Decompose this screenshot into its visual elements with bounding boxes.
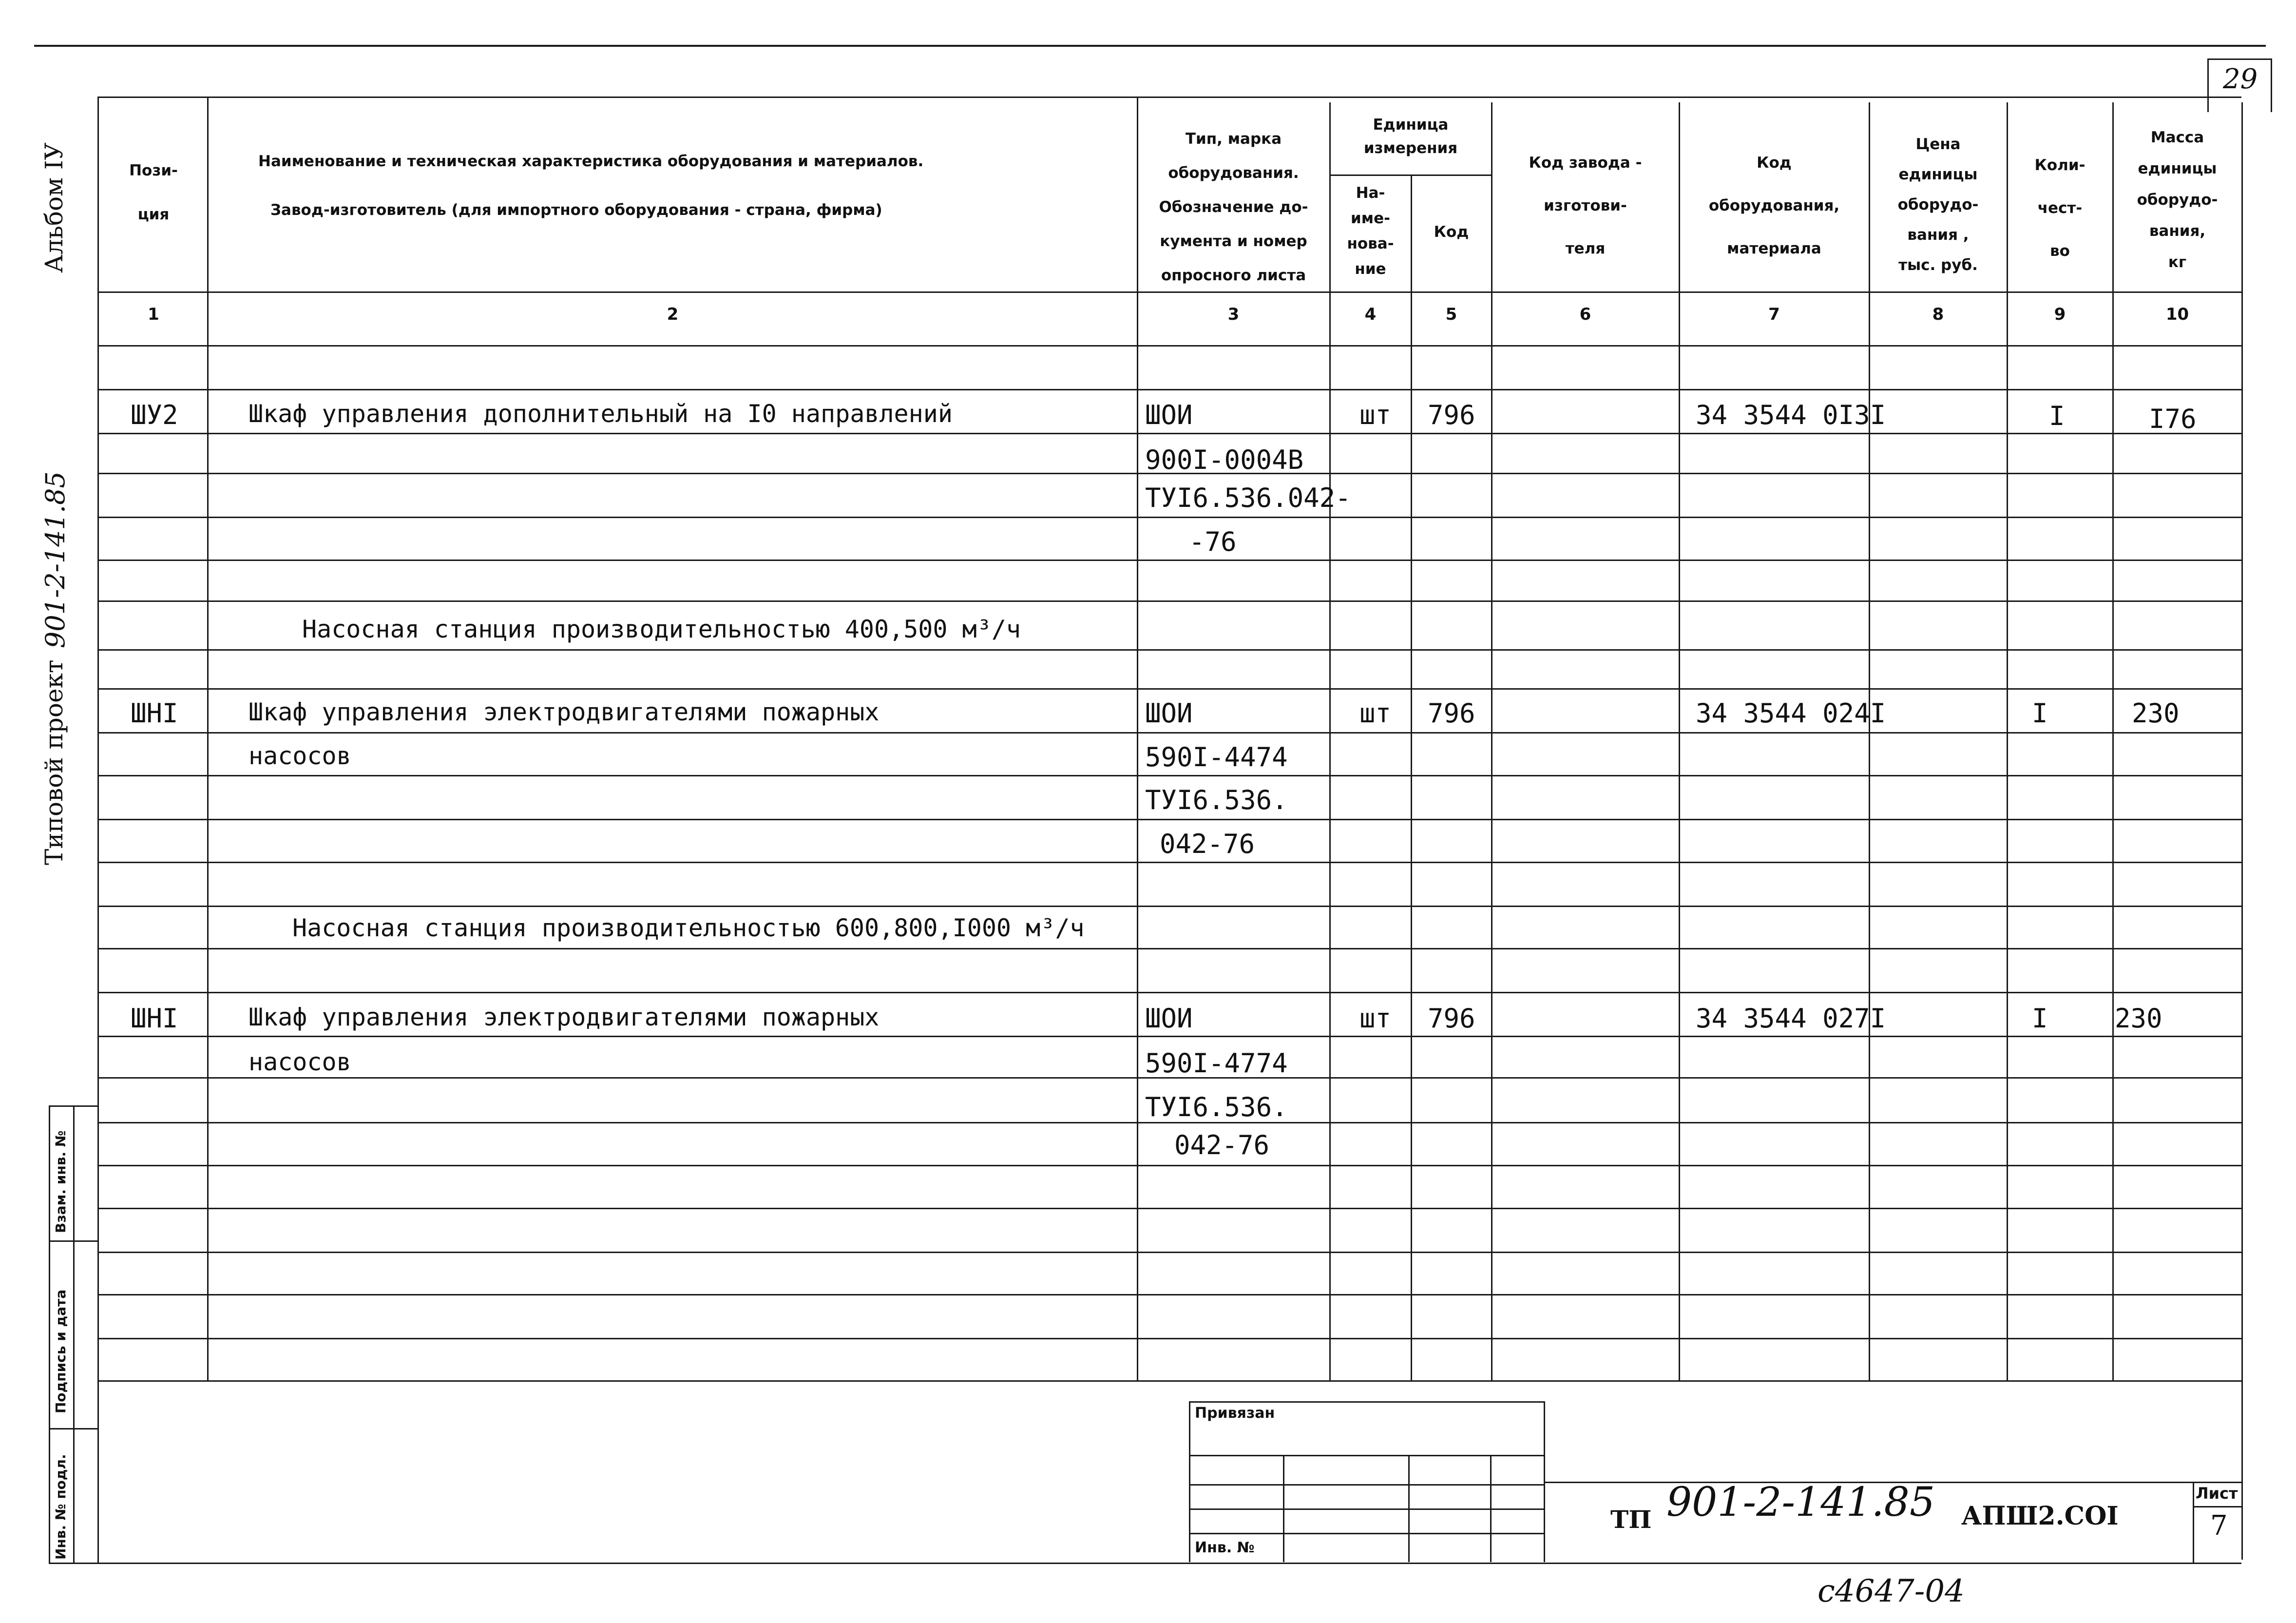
row2-type-line2: 590I-4474	[1145, 742, 1288, 773]
document-code: АПШ2.СОI	[1961, 1501, 2119, 1531]
col-number-7: 7	[1768, 305, 1780, 324]
col-div-1	[207, 97, 209, 1381]
sheet-number: 29	[2223, 63, 2258, 95]
row1-unit: шт	[1359, 400, 1392, 430]
row-line	[97, 732, 2241, 734]
unit-group-divider	[1329, 174, 1491, 176]
row-line	[97, 862, 2241, 863]
side-project-label: Типовой проект	[40, 659, 68, 865]
col-div-8	[2007, 102, 2008, 1382]
header-quantity: Коли- чест- во	[2034, 156, 2086, 260]
bound-box-col3	[1490, 1455, 1492, 1562]
designation-handwritten: 901-2-141.85	[1666, 1479, 1935, 1526]
row1-type-line4: -76	[1189, 526, 1237, 557]
row-line	[97, 649, 2241, 651]
row2-name-line2: насосов	[249, 742, 351, 770]
bound-box-left	[1189, 1401, 1190, 1562]
col-number-8: 8	[1932, 305, 1944, 324]
sheet-value: 7	[2210, 1510, 2228, 1542]
side-album: Альбом IУ	[40, 142, 68, 273]
header-unit-name: На- име- нова- ние	[1347, 184, 1394, 278]
header-type: Тип, марка оборудования. Обозначение до- кумента и номер опросного листа	[1159, 130, 1308, 284]
stamp-label-replace-inv: Взам. инв. №	[53, 1130, 69, 1233]
row3-mass: 230	[2115, 1003, 2162, 1034]
sheet-number-box-top	[2207, 58, 2271, 60]
bottom-handwritten-code: с4647-04	[1818, 1573, 1965, 1609]
row3-quantity: I	[2032, 1003, 2048, 1034]
row3-type-line3: ТУI6.536.	[1145, 1092, 1288, 1122]
row2-mass: 230	[2132, 698, 2180, 729]
col-number-6: 6	[1579, 305, 1591, 324]
stamp-label-signature-date: Подпись и дата	[53, 1289, 69, 1413]
header-unit-code: Код	[1434, 223, 1469, 241]
header-mass: Масса единицы оборудо- вания, кг	[2137, 129, 2218, 271]
row2-type: ШОИ	[1145, 698, 1193, 729]
row3-unit-code: 796	[1428, 1003, 1475, 1034]
row1-type: ШОИ	[1145, 400, 1193, 430]
col-div-7	[1869, 102, 1870, 1382]
row2-position: ШНI	[131, 698, 178, 729]
bound-label: Привязан	[1195, 1405, 1275, 1422]
sheet-number-box-right	[2271, 58, 2272, 112]
side-project-number: 901-2-141.85	[40, 471, 71, 648]
row-line	[97, 1294, 2241, 1295]
row-line	[97, 819, 2241, 820]
header-price: Цена единицы оборудо- вания , тыс. руб.	[1897, 135, 1979, 274]
row-line	[97, 1208, 2241, 1209]
frame-bottom	[49, 1563, 2241, 1564]
row-line	[97, 688, 2241, 690]
section-heading-1: Насосная станция производительностью 400,500 м³/ч	[302, 615, 1021, 643]
col-div-5	[1491, 102, 1492, 1382]
row2-type-line3: ТУI6.536.	[1145, 785, 1288, 815]
row1-type-line2: 900I-0004В	[1145, 444, 1304, 475]
col-number-3: 3	[1227, 305, 1240, 324]
col-div-9	[2112, 102, 2114, 1382]
sheet-label-divider	[2193, 1506, 2241, 1507]
bound-box-col2	[1408, 1455, 1410, 1562]
stamp-strip-inner	[73, 1105, 75, 1564]
sheet-number-box-left	[2207, 58, 2209, 112]
bound-box-col1	[1283, 1455, 1284, 1562]
frame-left	[97, 97, 99, 1564]
section-heading-2: Насосная станция производительностью 600,800,I000 м³/ч	[292, 914, 1085, 942]
header-unit-group: Единица измерения	[1363, 116, 1458, 157]
row1-name: Шкаф управления дополнительный на I0 направлений	[249, 400, 953, 428]
col-number-2: 2	[667, 305, 679, 324]
row-line	[97, 389, 2241, 390]
bound-box-top	[1189, 1401, 1545, 1403]
col-number-9: 9	[2054, 305, 2066, 324]
numbers-row-bottom	[97, 345, 2241, 347]
col-div-4	[1411, 175, 1412, 1382]
col-div-3	[1329, 102, 1331, 1382]
row3-type-line4: 042-76	[1174, 1130, 1270, 1160]
row1-type-line3: ТУI6.536.042-	[1145, 483, 1351, 513]
row2-unit-code: 796	[1428, 698, 1475, 729]
col-number-5: 5	[1445, 305, 1457, 324]
col-number-1: 1	[148, 305, 159, 324]
row1-position: ШУ2	[131, 400, 178, 430]
row-line	[97, 948, 2241, 949]
row2-quantity: I	[2032, 698, 2048, 729]
row3-name-line2: насосов	[249, 1048, 351, 1076]
header-factory-code: Код завода - изготови- теля	[1529, 154, 1642, 257]
col-number-4: 4	[1364, 305, 1377, 324]
top-rule	[34, 45, 2266, 47]
col-div-6	[1679, 102, 1680, 1382]
header-position: Пози- ция	[129, 162, 178, 223]
frame-right	[2241, 102, 2243, 1560]
sheet-label: Лист	[2196, 1484, 2238, 1503]
table-body-bottom	[97, 1380, 2241, 1382]
tp-label: ТП	[1610, 1505, 1652, 1534]
stamp-strip-left	[49, 1105, 50, 1564]
row3-position: ШНI	[131, 1003, 178, 1034]
row2-unit: шт	[1359, 698, 1392, 729]
row-line	[97, 517, 2241, 518]
row-line	[97, 1252, 2241, 1253]
row-line	[97, 600, 2241, 602]
col-number-10: 10	[2165, 305, 2189, 324]
row3-name: Шкаф управления электродвигателями пожарных	[249, 1003, 880, 1031]
designation-sheet-divider	[2193, 1482, 2194, 1564]
frame-top	[97, 97, 2241, 98]
row2-name: Шкаф управления электродвигателями пожарных	[249, 698, 880, 726]
row1-equipment-code: 34 3544 0I3I	[1696, 400, 1886, 430]
header-name-line2: Завод-изготовитель (для импортного оборудования - страна, фирма)	[270, 201, 882, 219]
row-line	[97, 433, 2241, 434]
row1-unit-code: 796	[1428, 400, 1475, 430]
row3-unit: шт	[1359, 1003, 1392, 1034]
row3-type: ШОИ	[1145, 1003, 1193, 1034]
row1-mass: I76	[2149, 404, 2197, 434]
row-line	[97, 1036, 2241, 1037]
row3-equipment-code: 34 3544 027I	[1696, 1003, 1886, 1034]
row-line	[97, 1338, 2241, 1339]
stamp-label-original-inv: Инв. № подл.	[53, 1454, 69, 1560]
row-line	[97, 775, 2241, 776]
header-name-line1: Наименование и техническая характеристика оборудования и материалов.	[258, 153, 924, 170]
row-line	[97, 1165, 2241, 1166]
inv-label: Инв. №	[1195, 1539, 1255, 1556]
row-line	[97, 560, 2241, 561]
row-line	[97, 906, 2241, 907]
row3-type-line2: 590I-4774	[1145, 1048, 1288, 1079]
row2-equipment-code: 34 3544 024I	[1696, 698, 1886, 729]
header-equipment-code: Код оборудования, материала	[1708, 154, 1840, 257]
row-line	[97, 992, 2241, 993]
row1-quantity: I	[2049, 401, 2065, 431]
row2-type-line4: 042-76	[1160, 829, 1255, 859]
